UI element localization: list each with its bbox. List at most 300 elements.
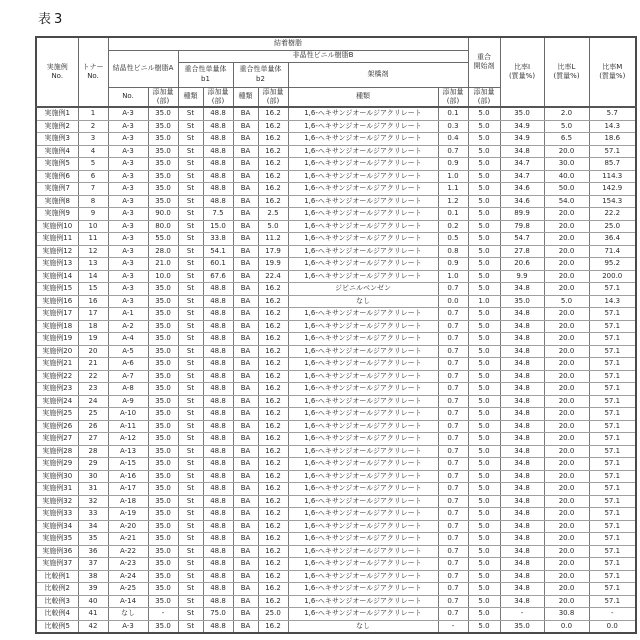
table-cell: 実施例31 [36, 483, 78, 496]
table-row [36, 283, 636, 296]
table-cell: 36.4 [589, 233, 636, 246]
table-cell: 20.0 [544, 208, 589, 221]
table-cell: 34.9 [500, 133, 544, 146]
table-cell: St [178, 333, 203, 346]
table-cell: 10 [78, 220, 108, 233]
table-cell: 34.8 [500, 558, 544, 571]
table-cell: 1,6-ヘキサンジオールジアクリレート [288, 433, 438, 446]
table-cell: St [178, 495, 203, 508]
table-cell: 20.6 [500, 258, 544, 271]
table-cell: 20.0 [544, 233, 589, 246]
table-cell: 30 [78, 470, 108, 483]
table-cell: 実施例10 [36, 220, 78, 233]
table-cell: 16.2 [258, 333, 288, 346]
table-cell: 11 [78, 233, 108, 246]
table-cell: 20.0 [544, 583, 589, 596]
table-cell: 5.0 [468, 208, 500, 221]
table-cell: 40.0 [544, 170, 589, 183]
header-binder-resin: 結着樹脂 [108, 37, 468, 50]
table-cell: BA [233, 620, 258, 633]
table-cell: 1.0 [438, 170, 468, 183]
table-cell: A-1 [108, 308, 148, 321]
table-cell: A-3 [108, 183, 148, 196]
table-cell: 0.7 [438, 320, 468, 333]
table-cell: 実施例26 [36, 420, 78, 433]
table-cell: A-16 [108, 470, 148, 483]
table-cell: 16.2 [258, 370, 288, 383]
table-cell: 実施例13 [36, 258, 78, 271]
table-cell: 実施例3 [36, 133, 78, 146]
table-cell: A-24 [108, 570, 148, 583]
table-row [36, 483, 636, 496]
table-cell: 1,6-ヘキサンジオールジアクリレート [288, 320, 438, 333]
table-row [36, 220, 636, 233]
table-cell: 35.0 [148, 320, 178, 333]
table-cell: 57.1 [589, 583, 636, 596]
table-cell: A-3 [108, 195, 148, 208]
table-cell: 5.0 [468, 545, 500, 558]
table-cell: 34.8 [500, 570, 544, 583]
table-cell: 16.2 [258, 395, 288, 408]
table-cell: 57.1 [589, 533, 636, 546]
table-cell: 5.0 [468, 233, 500, 246]
table-cell: 5.0 [468, 283, 500, 296]
table-cell: A-3 [108, 620, 148, 633]
table-cell: 48.8 [203, 433, 233, 446]
table-cell: なし [288, 295, 438, 308]
table-cell: 実施例33 [36, 508, 78, 521]
table-cell: 5 [78, 158, 108, 171]
table-cell: 0.7 [438, 358, 468, 371]
table-cell: 48.8 [203, 420, 233, 433]
table-cell: 14.3 [589, 120, 636, 133]
table-cell: 16.2 [258, 308, 288, 321]
table-cell: 実施例1 [36, 107, 78, 120]
table-cell: 実施例15 [36, 283, 78, 296]
table-cell: 48.8 [203, 383, 233, 396]
table-cell: St [178, 233, 203, 246]
table-cell: 57.1 [589, 358, 636, 371]
header-initiator: 重合 開始剤 [468, 37, 500, 87]
table-cell: 16.2 [258, 545, 288, 558]
table-cell: 42 [78, 620, 108, 633]
table-cell: 34.8 [500, 595, 544, 608]
table-cell: 89.9 [500, 208, 544, 221]
table-cell: 57.1 [589, 495, 636, 508]
table-cell: 1.2 [438, 195, 468, 208]
table-cell: 24 [78, 395, 108, 408]
table-cell: St [178, 120, 203, 133]
table-cell: 1,6-ヘキサンジオールジアクリレート [288, 595, 438, 608]
table-cell: 34.8 [500, 508, 544, 521]
table-cell: 5.0 [468, 320, 500, 333]
table-cell: 16.2 [258, 520, 288, 533]
table-cell: 1,6-ヘキサンジオールジアクリレート [288, 583, 438, 596]
table-cell: 5.7 [589, 107, 636, 120]
header-amorphous-resin-b: 非晶性ビニル樹脂B [178, 50, 468, 62]
table-row [36, 195, 636, 208]
table-cell: 30.0 [544, 158, 589, 171]
table-cell: BA [233, 295, 258, 308]
table-cell: 5.0 [468, 508, 500, 521]
table-cell: 48.8 [203, 533, 233, 546]
table-cell: 7 [78, 183, 108, 196]
table-cell: 20.0 [544, 408, 589, 421]
table-cell: 57.1 [589, 545, 636, 558]
table-row [36, 295, 636, 308]
header-b1-amount: 添加量 (部) [203, 87, 233, 107]
table-cell: 5.0 [468, 620, 500, 633]
table-cell: A-17 [108, 483, 148, 496]
table-cell: 15 [78, 283, 108, 296]
table-cell: 16.2 [258, 620, 288, 633]
table-cell: 114.3 [589, 170, 636, 183]
table-cell: 35.0 [148, 458, 178, 471]
table-cell: A-22 [108, 545, 148, 558]
table-cell: 57.1 [589, 458, 636, 471]
table-cell: 5.0 [468, 120, 500, 133]
table-cell: 5.0 [468, 533, 500, 546]
table-row [36, 570, 636, 583]
table-cell: 33 [78, 508, 108, 521]
table-cell: 5.0 [468, 595, 500, 608]
table-cell: 1,6-ヘキサンジオールジアクリレート [288, 558, 438, 571]
table-cell: 154.3 [589, 195, 636, 208]
table-cell: 比較例2 [36, 583, 78, 596]
table-cell: A-19 [108, 508, 148, 521]
table-cell: 54.1 [203, 245, 233, 258]
table-cell: A-2 [108, 320, 148, 333]
table-cell: 57.1 [589, 333, 636, 346]
header-crosslinker: 架橋剤 [288, 62, 468, 87]
table-cell: BA [233, 470, 258, 483]
table-cell: 5.0 [468, 245, 500, 258]
table-cell: St [178, 245, 203, 258]
table-cell: BA [233, 120, 258, 133]
table-cell: 22.2 [589, 208, 636, 221]
table-cell: 35.0 [148, 545, 178, 558]
table-cell: St [178, 408, 203, 421]
table-cell: St [178, 620, 203, 633]
table-cell: 35.0 [500, 295, 544, 308]
table-cell: 11.2 [258, 233, 288, 246]
table-cell: 比較例5 [36, 620, 78, 633]
table-cell: 0.8 [438, 245, 468, 258]
table-cell: 5.0 [468, 520, 500, 533]
table-cell: 48.8 [203, 170, 233, 183]
table-cell: 0.7 [438, 445, 468, 458]
header-b2-type: 種類 [233, 87, 258, 107]
table-cell: 8 [78, 195, 108, 208]
table-cell: 16.2 [258, 170, 288, 183]
table-cell: 1,6-ヘキサンジオールジアクリレート [288, 458, 438, 471]
table-cell: 16.2 [258, 583, 288, 596]
table-cell: 5.0 [468, 133, 500, 146]
header-initiator-amount: 添加量 (部) [468, 87, 500, 107]
table-cell: A-20 [108, 520, 148, 533]
table-cell: 1,6-ヘキサンジオールジアクリレート [288, 220, 438, 233]
table-cell: 16.2 [258, 195, 288, 208]
table-cell: 5.0 [468, 433, 500, 446]
table-cell: 0.7 [438, 333, 468, 346]
table-cell: 57.1 [589, 320, 636, 333]
table-cell: A-3 [108, 258, 148, 271]
table-cell: 実施例32 [36, 495, 78, 508]
table-cell: BA [233, 283, 258, 296]
table-cell: 16.2 [258, 483, 288, 496]
table-cell: A-23 [108, 558, 148, 571]
table-row [36, 245, 636, 258]
table-cell: 48.8 [203, 195, 233, 208]
table-cell: A-3 [108, 158, 148, 171]
table-cell: 35.0 [148, 283, 178, 296]
table-cell: 25 [78, 408, 108, 421]
table-cell: 12 [78, 245, 108, 258]
table-row [36, 395, 636, 408]
table-cell: 1,6-ヘキサンジオールジアクリレート [288, 170, 438, 183]
table-cell: 1,6-ヘキサンジオールジアクリレート [288, 395, 438, 408]
table-cell: 実施例19 [36, 333, 78, 346]
table-cell: 1,6-ヘキサンジオールジアクリレート [288, 145, 438, 158]
table-cell: 17 [78, 308, 108, 321]
table-row [36, 458, 636, 471]
table-cell: 1,6-ヘキサンジオールジアクリレート [288, 133, 438, 146]
table-cell: 16.2 [258, 107, 288, 120]
table-cell: 1.0 [438, 270, 468, 283]
table-cell: 20.0 [544, 483, 589, 496]
table-cell: A-3 [108, 107, 148, 120]
table-cell: 実施例25 [36, 408, 78, 421]
table-cell: 34.8 [500, 495, 544, 508]
table-row [36, 595, 636, 608]
table-cell: 16.2 [258, 133, 288, 146]
table-cell: 16.2 [258, 158, 288, 171]
table-cell: 比較例4 [36, 608, 78, 621]
table-cell: 7.5 [203, 208, 233, 221]
table-cell: 0.7 [438, 370, 468, 383]
table-cell: 20.0 [544, 445, 589, 458]
table-cell: 48.8 [203, 120, 233, 133]
table-row [36, 433, 636, 446]
table-cell: 5.0 [468, 183, 500, 196]
table-cell: 34.9 [500, 120, 544, 133]
table-cell: 20 [78, 345, 108, 358]
header-monomer-b1: 重合性単量体 b1 [178, 62, 233, 87]
table-row [36, 608, 636, 621]
table-cell: 17.9 [258, 245, 288, 258]
table-cell: BA [233, 345, 258, 358]
table-cell: 35 [78, 533, 108, 546]
table-cell: 35.0 [148, 583, 178, 596]
header-monomer-b2: 重合性単量体 b2 [233, 62, 288, 87]
table-cell: 34.8 [500, 433, 544, 446]
table-cell: 60.1 [203, 258, 233, 271]
table-cell: 57.1 [589, 145, 636, 158]
table-cell: 48.8 [203, 395, 233, 408]
table-cell: 34.8 [500, 358, 544, 371]
table-cell: 1,6-ヘキサンジオールジアクリレート [288, 308, 438, 321]
table-cell: 142.9 [589, 183, 636, 196]
table-row [36, 333, 636, 346]
table-cell: 1,6-ヘキサンジオールジアクリレート [288, 533, 438, 546]
table-body [36, 107, 636, 633]
table-cell: 5.0 [468, 458, 500, 471]
table-cell: BA [233, 558, 258, 571]
table-cell: 5.0 [468, 358, 500, 371]
table-cell: 5.0 [468, 195, 500, 208]
table-cell: 20.0 [544, 520, 589, 533]
table-cell: 35.0 [148, 495, 178, 508]
table-cell: 35.0 [148, 445, 178, 458]
table-row [36, 145, 636, 158]
table-cell: 0.7 [438, 145, 468, 158]
table-cell: BA [233, 358, 258, 371]
table-cell: 16.2 [258, 470, 288, 483]
table-cell: 1,6-ヘキサンジオールジアクリレート [288, 470, 438, 483]
table-cell: BA [233, 270, 258, 283]
table-cell: St [178, 458, 203, 471]
table-row [36, 495, 636, 508]
table-cell: A-10 [108, 408, 148, 421]
table-cell: 34.8 [500, 333, 544, 346]
table-cell: A-21 [108, 533, 148, 546]
table-cell: 14.3 [589, 295, 636, 308]
table-cell: 実施例35 [36, 533, 78, 546]
table-row [36, 358, 636, 371]
table-cell: - [589, 608, 636, 621]
table-cell: 0.7 [438, 570, 468, 583]
table-cell: 18.6 [589, 133, 636, 146]
table-cell: 5.0 [468, 495, 500, 508]
table-row [36, 420, 636, 433]
table-cell: BA [233, 383, 258, 396]
table-cell: 20.0 [544, 545, 589, 558]
table-cell: 実施例36 [36, 545, 78, 558]
table-cell: A-3 [108, 233, 148, 246]
table-cell: 15.0 [203, 220, 233, 233]
table-cell: 5.0 [468, 258, 500, 271]
table-cell: 0.7 [438, 508, 468, 521]
table-cell: 1,6-ヘキサンジオールジアクリレート [288, 408, 438, 421]
table-cell: 200.0 [589, 270, 636, 283]
table-cell: 50.0 [544, 183, 589, 196]
table-cell: St [178, 295, 203, 308]
table-cell: St [178, 358, 203, 371]
table-cell: 0.7 [438, 433, 468, 446]
table-cell: 5.0 [468, 145, 500, 158]
table-cell: 48.8 [203, 107, 233, 120]
table-row [36, 133, 636, 146]
table-cell: 48.8 [203, 408, 233, 421]
table-row [36, 470, 636, 483]
table-cell: 32 [78, 495, 108, 508]
table-cell: 35.0 [148, 308, 178, 321]
table-cell: 実施例4 [36, 145, 78, 158]
table-cell: 0.2 [438, 220, 468, 233]
table-cell: 41 [78, 608, 108, 621]
table-cell: A-3 [108, 170, 148, 183]
table-cell: St [178, 520, 203, 533]
table-cell: 34 [78, 520, 108, 533]
table-cell: 5.0 [468, 370, 500, 383]
table-cell: 16.2 [258, 408, 288, 421]
table-row [36, 233, 636, 246]
table-cell: 4 [78, 145, 108, 158]
table-cell: 35.0 [148, 570, 178, 583]
table-cell: 実施例24 [36, 395, 78, 408]
table-cell: 21 [78, 358, 108, 371]
table-cell: 34.6 [500, 183, 544, 196]
table-cell: 90.0 [148, 208, 178, 221]
table-cell: 48.8 [203, 345, 233, 358]
header-b1-type: 種類 [178, 87, 203, 107]
table-cell: 0.7 [438, 545, 468, 558]
table-cell: 実施例23 [36, 383, 78, 396]
table-cell: 5.0 [544, 295, 589, 308]
table-cell: 48.8 [203, 495, 233, 508]
table-cell: 22.4 [258, 270, 288, 283]
table-cell: 23 [78, 383, 108, 396]
table-cell: 57.1 [589, 408, 636, 421]
table-row [36, 170, 636, 183]
table-cell: 16.2 [258, 358, 288, 371]
table-cell: 25.0 [258, 608, 288, 621]
table-cell: St [178, 508, 203, 521]
table-cell: 1,6-ヘキサンジオールジアクリレート [288, 358, 438, 371]
table-cell: 48.8 [203, 595, 233, 608]
table-cell: 35.0 [148, 408, 178, 421]
table-cell: 34.8 [500, 383, 544, 396]
table-row [36, 158, 636, 171]
table-row [36, 208, 636, 221]
table-cell: 35.0 [148, 595, 178, 608]
table-cell: 0.7 [438, 483, 468, 496]
table-cell: A-3 [108, 283, 148, 296]
table-cell: 16.2 [258, 420, 288, 433]
table-cell: A-3 [108, 208, 148, 221]
table-cell: 実施例7 [36, 183, 78, 196]
table-cell: 9.9 [500, 270, 544, 283]
table-cell: 20.0 [544, 395, 589, 408]
table-cell: 34.6 [500, 195, 544, 208]
table-cell: 9 [78, 208, 108, 221]
table-cell: 0.0 [438, 295, 468, 308]
table-cell: 35.0 [148, 395, 178, 408]
table-cell: BA [233, 333, 258, 346]
table-cell: 実施例17 [36, 308, 78, 321]
table-cell: St [178, 183, 203, 196]
table-cell: BA [233, 370, 258, 383]
table-cell: 1,6-ヘキサンジオールジアクリレート [288, 495, 438, 508]
table-cell: 35.0 [148, 558, 178, 571]
table-cell: 16.2 [258, 383, 288, 396]
table-cell: 実施例2 [36, 120, 78, 133]
table-cell: 3 [78, 133, 108, 146]
table-cell: 2.0 [544, 107, 589, 120]
table-cell: 35.0 [148, 195, 178, 208]
table-cell: 16.2 [258, 345, 288, 358]
toner-composition-table [35, 36, 637, 634]
table-cell: 16.2 [258, 570, 288, 583]
table-cell: 34.8 [500, 420, 544, 433]
table-cell: 16.2 [258, 595, 288, 608]
table-cell: 14 [78, 270, 108, 283]
table-cell: BA [233, 245, 258, 258]
table-cell: 16.2 [258, 458, 288, 471]
table-cell: 5.0 [468, 383, 500, 396]
table-cell: 1,6-ヘキサンジオールジアクリレート [288, 420, 438, 433]
table-cell: St [178, 195, 203, 208]
